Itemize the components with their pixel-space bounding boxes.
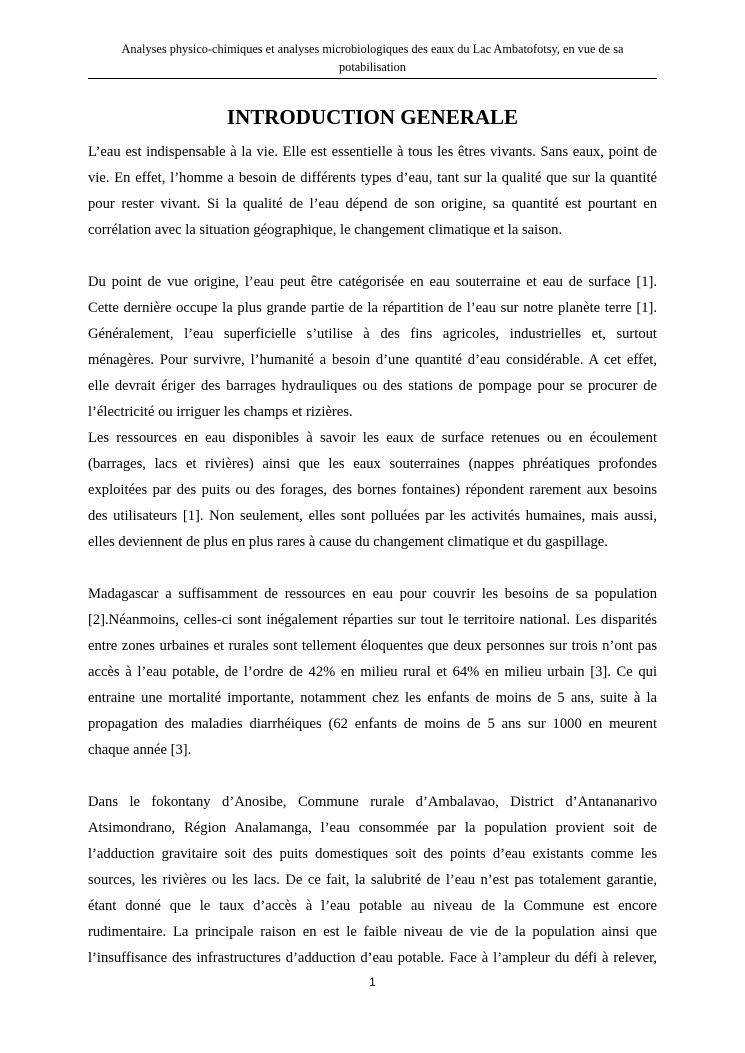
text-line: L’eau est indispensable à la vie. Elle est essentielle à tous les êtres vivants. Sans eaux, point de — [88, 144, 657, 160]
paragraph — [88, 269, 657, 425]
text-line: Atsimondrano, Région Analamanga, l’eau consommée par la population provient soit de — [88, 820, 657, 836]
text-line: Madagascar a suffisamment de ressources en eau pour couvrir les besoins de sa population — [88, 586, 657, 602]
text-line: sources, les rivières ou les lacs. De ce fait, la salubrité de l’eau n’est pas totalement garantie, — [88, 872, 657, 888]
text-line: Dans le fokontany d’Anosibe, Commune rurale d’Ambalavao, District d’Antananarivo — [88, 794, 657, 810]
text-line: exploitées par des puits ou des forages, des bornes fontaines) répondent rarement aux besoins — [88, 482, 657, 498]
page-number: 1 — [369, 975, 376, 989]
text-line: vie. En effet, l’homme a besoin de différents types d’eau, tant sur la qualité que sur la quantité — [88, 170, 657, 186]
text-line: elles deviennent de plus en plus rares à cause du changement climatique et du gaspillage. — [88, 534, 608, 550]
text-line: [2].Néanmoins, celles-ci sont inégalement réparties sur tout le territoire national. Les disparités — [88, 612, 657, 628]
text-line: Généralement, l’eau superficielle s’utilise à des fins agricoles, industrielles et, surtout — [88, 326, 657, 342]
text-line: Cette dernière occupe la plus grande partie de la répartition de l’eau sur notre planète terre [1]. — [88, 300, 657, 316]
text-line: l’insuffisance des infrastructures d’adduction d’eau potable. Face à l’ampleur du défi à relever, — [88, 950, 657, 966]
paragraph-gap — [88, 555, 657, 581]
text-line: rudimentaire. La principale raison en est le faible niveau de vie de la population ainsi que — [88, 924, 657, 940]
header-rule — [88, 78, 657, 79]
text-line: des utilisateurs [1]. Non seulement, elles sont polluées par les activités humaines, mais aussi, — [88, 508, 657, 524]
text-line: entre zones urbaines et rurales sont tellement éloquentes que deux personnes sur trois n’ont pas — [88, 638, 657, 654]
text-line: Du point de vue origine, l’eau peut être catégorisée en eau souterraine et eau de surface [1]. — [88, 274, 657, 290]
paragraph — [88, 139, 657, 243]
text-line: l’adduction gravitaire soit des puits domestiques soit des points d’eau existants comme les — [88, 846, 657, 862]
text-line: ménagères. Pour survivre, l’humanité a besoin d’une quantité d’eau considérable. A cet effet, — [88, 352, 657, 368]
paragraph — [88, 425, 657, 555]
running-header-line: potabilisation — [339, 60, 406, 74]
paragraph-gap — [88, 243, 657, 269]
section-title: INTRODUCTION GENERALE — [226, 105, 519, 129]
text-line: chaque année [3]. — [88, 742, 192, 758]
text-line: étant donné que le taux d’accès à l’eau potable au niveau de la Commune est encore — [88, 898, 657, 914]
text-line: l’électricité ou irriguer les champs et rizières. — [88, 404, 353, 420]
text-line: corrélation avec la situation géographique, le changement climatique et la saison. — [88, 222, 563, 238]
text-line: accès à l’eau potable, de l’ordre de 42% en milieu rural et 64% en milieu urbain [3]. Ce qui — [88, 664, 657, 680]
paragraph-gap — [88, 763, 657, 789]
text-line: Les ressources en eau disponibles à savoir les eaux de surface retenues ou en écoulement — [88, 430, 657, 446]
text-line: elle devrait ériger des barrages hydrauliques ou des stations de pompage pour se procurer de — [88, 378, 657, 394]
text-line: (barrages, lacs et rivières) ainsi que les eaux souterraines (nappes phréatiques profondes — [88, 456, 657, 472]
text-line: entraine une mortalité importante, notamment chez les enfants de moins de 5 ans, suite à la — [88, 690, 657, 706]
running-header — [88, 40, 657, 76]
text-line: pour rester vivant. Si la qualité de l’eau dépend de son origine, sa quantité est pourtant en — [88, 196, 657, 212]
paragraph — [88, 581, 657, 763]
running-header-line: Analyses physico-chimiques et analyses microbiologiques des eaux du Lac Ambatofotsy, en vue de sa — [121, 42, 624, 56]
paragraph — [88, 789, 657, 971]
text-line: propagation des maladies diarrhéiques (62 enfants de moins de 5 ans sur 1000 en meurent — [88, 716, 657, 732]
body-text — [88, 139, 657, 971]
